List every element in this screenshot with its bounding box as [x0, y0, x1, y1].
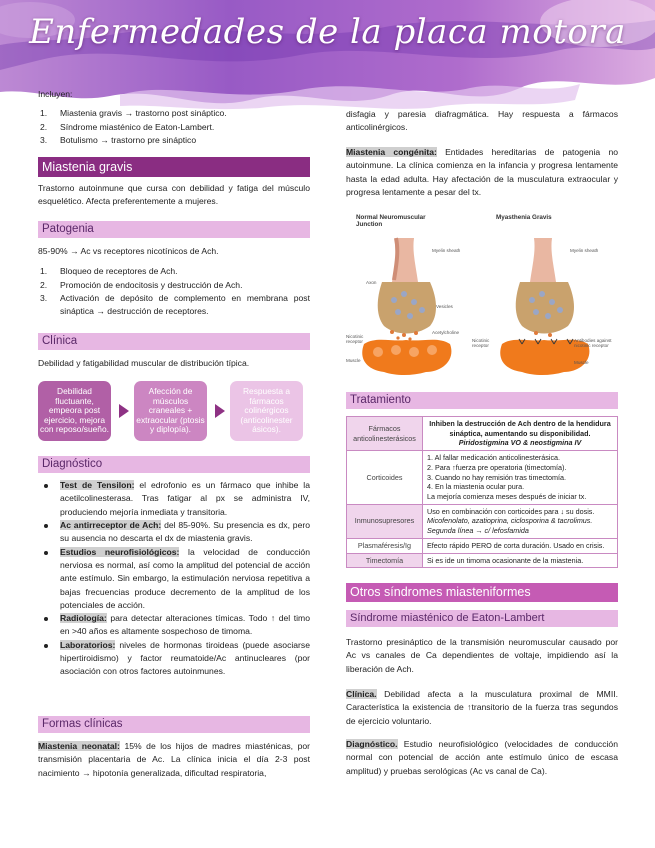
list-item: 1. Bloqueo de receptores de Ach.: [40, 266, 178, 277]
treatment-line: Piridostigmina VO & neostigmina IV: [458, 438, 582, 448]
patogenia-intro: 85-90% → Ac vs receptores nicotínicos de Ach.: [38, 246, 219, 256]
nmj-figure: [346, 212, 618, 372]
treatment-line: 2. Para ↑fuerza pre operatoria (timectomía).: [427, 462, 567, 472]
list-item: 3. Botulismo → trastorno pre sináptico: [40, 134, 197, 145]
list-item: 2. Síndrome miasténico de Eaton-Lambert.: [40, 121, 215, 132]
eaton-diagnostico: Diagnóstico. Estudio neurofisiológico (velocidades de conducción normal con potencial de acción ante estímulo único de escasa amplitud) y pruebas serológicas (Ac vs canal de Ca).: [346, 739, 618, 776]
eaton-clinica: Clínica. Debilidad afecta a la musculatura proximal de MMII. Característica la existencia de ↑transitorio de la fuerza tras segundos de ejercicio voluntario.: [346, 689, 618, 726]
patogenia-list: [38, 265, 310, 318]
congenita-text: Miastenia congénita: Entidades hereditarias de patogenia no autoinmune. La clínica comienza en la infancia y progresa lentamente hasta la edad adulta. Hay afectación de la musculatura extraocular y progresa lentamente a pesar del tx.: [346, 147, 618, 197]
treatment-line: 1. Al fallar medicación anticolinesterásica.: [427, 453, 561, 463]
clinica-intro: Debilidad y fatigabilidad muscular de distribución típica.: [38, 358, 250, 368]
label-axon: Axon: [366, 280, 377, 285]
treatment-name: Inmunosupresores: [347, 504, 423, 538]
list-item: Test de Tensilon: el edrofonio es un fármaco que inhibe la acetilcolinesterasa. Tras fatigar al px se administra IV, produciendo mejoría inmediata y transitoria.: [38, 479, 310, 519]
treatment-description: [423, 417, 618, 451]
label-muscle-left: Muscle: [346, 358, 361, 363]
flow-box-1: Debilidad fluctuante, empeora post ejercicio, mejora con reposo/sueño.: [38, 381, 111, 441]
treatment-name: Fármacos anticolinesterásicos: [347, 417, 423, 451]
treatment-description: [423, 451, 618, 505]
label-nicotinic-right: Nicotinic receptor: [472, 338, 490, 348]
page-title: Enfermedades de la placa motora: [29, 12, 626, 52]
mg-intro: Trastorno autoinmune que cursa con debilidad y fatiga del músculo esquelético. Afecta preferentemente a mujeres.: [38, 183, 310, 207]
tratamiento-table: [346, 416, 618, 568]
list-item: Laboratorios: niveles de hormonas tiroideas (puede asociarse hipertiroidismo) y factor reumatoide/Ac antinucleares (por asociación con otros factores autoinmunes.: [38, 639, 310, 679]
flow-box-2: Afección de músculos craneales + extraocular (ptosis y diplopía).: [134, 381, 207, 441]
treatment-name: Timectomía: [347, 553, 423, 568]
table-row: [347, 451, 618, 505]
flow-box-3: Respuesta a fármacos colinérgicos (anticolinester ásicos).: [230, 381, 303, 441]
treatment-name: Corticoides: [347, 451, 423, 505]
includes-list: [38, 107, 310, 147]
diagnostico-list: [38, 479, 310, 679]
treatment-description: [423, 553, 618, 568]
treatment-line: La mejoría comienza meses después de iniciar tx.: [427, 492, 587, 502]
treatment-line: Efecto rápido PERO de corta duración. Usado en crisis.: [427, 540, 605, 550]
table-row: [347, 553, 618, 568]
section-header-diagnostico: Diagnóstico: [38, 456, 310, 473]
section-header-formas: Formas clínicas: [38, 716, 310, 733]
label-muscle-right: Muscle: [574, 360, 589, 365]
table-row: [347, 504, 618, 538]
table-row: [347, 538, 618, 553]
treatment-description: [423, 504, 618, 538]
label-nicotinic: Nicotinic receptor: [346, 334, 364, 344]
section-header-tratamiento: Tratamiento: [346, 392, 618, 409]
label-myelin-right: Myelin sheath: [570, 248, 599, 253]
label-antibodies: Antibodies against nicotinic receptor: [574, 338, 612, 348]
includes-label: Incluyen:: [38, 89, 73, 99]
list-item: 2. Promoción de endocitosis y destrucción de Ach.: [40, 279, 243, 290]
clinica-flowchart: [38, 379, 310, 443]
list-item: Radiología: para detectar alteraciones tímicas. Todo ↑ del timo en >40 años es altamente sospechoso de timoma.: [38, 612, 310, 639]
list-item: Estudios neurofisiológicos: la velocidad de conducción nerviosa es normal, así como la amplitud del potencial de acción ante estímulo. Sin embargo, la estimulación nerviosa repetitiva a bajas frecuencias produce decremento de la amplitud de los potenciales de acción.: [38, 546, 310, 613]
neonatal-continued: disfagia y paresia diafragmática. Hay respuesta a fármacos anticolinérgicos.: [346, 109, 618, 133]
treatment-line: Uso en combinación con corticoides para ↓ su dosis.: [427, 506, 595, 516]
arrow-right-icon: [215, 404, 225, 418]
label-myelin-left: Myelin sheath: [432, 248, 461, 253]
fig-title-mg: Myasthenia Gravis: [496, 214, 552, 221]
nmj-illustration: [346, 212, 618, 387]
section-header-clinica: Clínica: [38, 333, 310, 350]
treatment-line: Micofenolato, azatioprina, ciclosporina & tacrolimus.: [427, 516, 593, 526]
treatment-line: Inhiben la destrucción de Ach dentro de la hendidura sináptica, aumentando su disponibilidad.: [429, 419, 611, 438]
treatment-line: Segunda línea → c/ lefosfamida: [427, 526, 529, 536]
fig-title-normal: Normal Neuromuscular Junction: [356, 214, 426, 228]
list-item: Ac antirreceptor de Ach: del 85-90%. Su presencia es dx, pero su ausencia no descarta el dx de miastenia gravis.: [38, 519, 310, 546]
eaton-intro: Trastorno presináptico de la transmisión neuromuscular causado por Ac vs canales de Ca dependientes de voltaje, impidiendo así la liberación de Ach.: [346, 637, 618, 674]
section-header-patogenia: Patogenia: [38, 221, 310, 238]
section-header-eaton: Síndrome miasténico de Eaton-Lambert: [346, 610, 618, 627]
list-item: 3. Activación de depósito de complemento en membrana post sináptica → destrucción de receptores.: [40, 292, 310, 317]
label-ach: Acetylcholine: [432, 330, 460, 335]
section-header-otros: Otros síndromes miasteniformes: [346, 583, 618, 602]
treatment-name: Plasmaféresis/Ig: [347, 538, 423, 553]
treatment-description: [423, 538, 618, 553]
treatment-line: 4. En la miastenia ocular pura.: [427, 482, 525, 492]
formas-neonatal: Miastenia neonatal: 15% de los hijos de madres miasténicas, por transmisión placentaria de Ac. La clínica inicia el día 2-3 post nacimiento → hipotonía generalizada, dificultad respiratoria,: [38, 741, 311, 778]
list-item: 1. Miastenia gravis → trastorno post sináptico.: [40, 108, 227, 119]
treatment-line: Si es ide un timoma ocasionante de la miastenia.: [427, 555, 584, 565]
section-header-mg: Miastenia gravis: [38, 157, 310, 177]
treatment-line: 3. Cuando no hay remisión tras timectomía.: [427, 472, 567, 482]
table-row: [347, 417, 618, 451]
label-vesicles: Vesicles: [436, 304, 453, 309]
mg-junction-drawing: [500, 238, 589, 375]
arrow-right-icon: [119, 404, 129, 418]
